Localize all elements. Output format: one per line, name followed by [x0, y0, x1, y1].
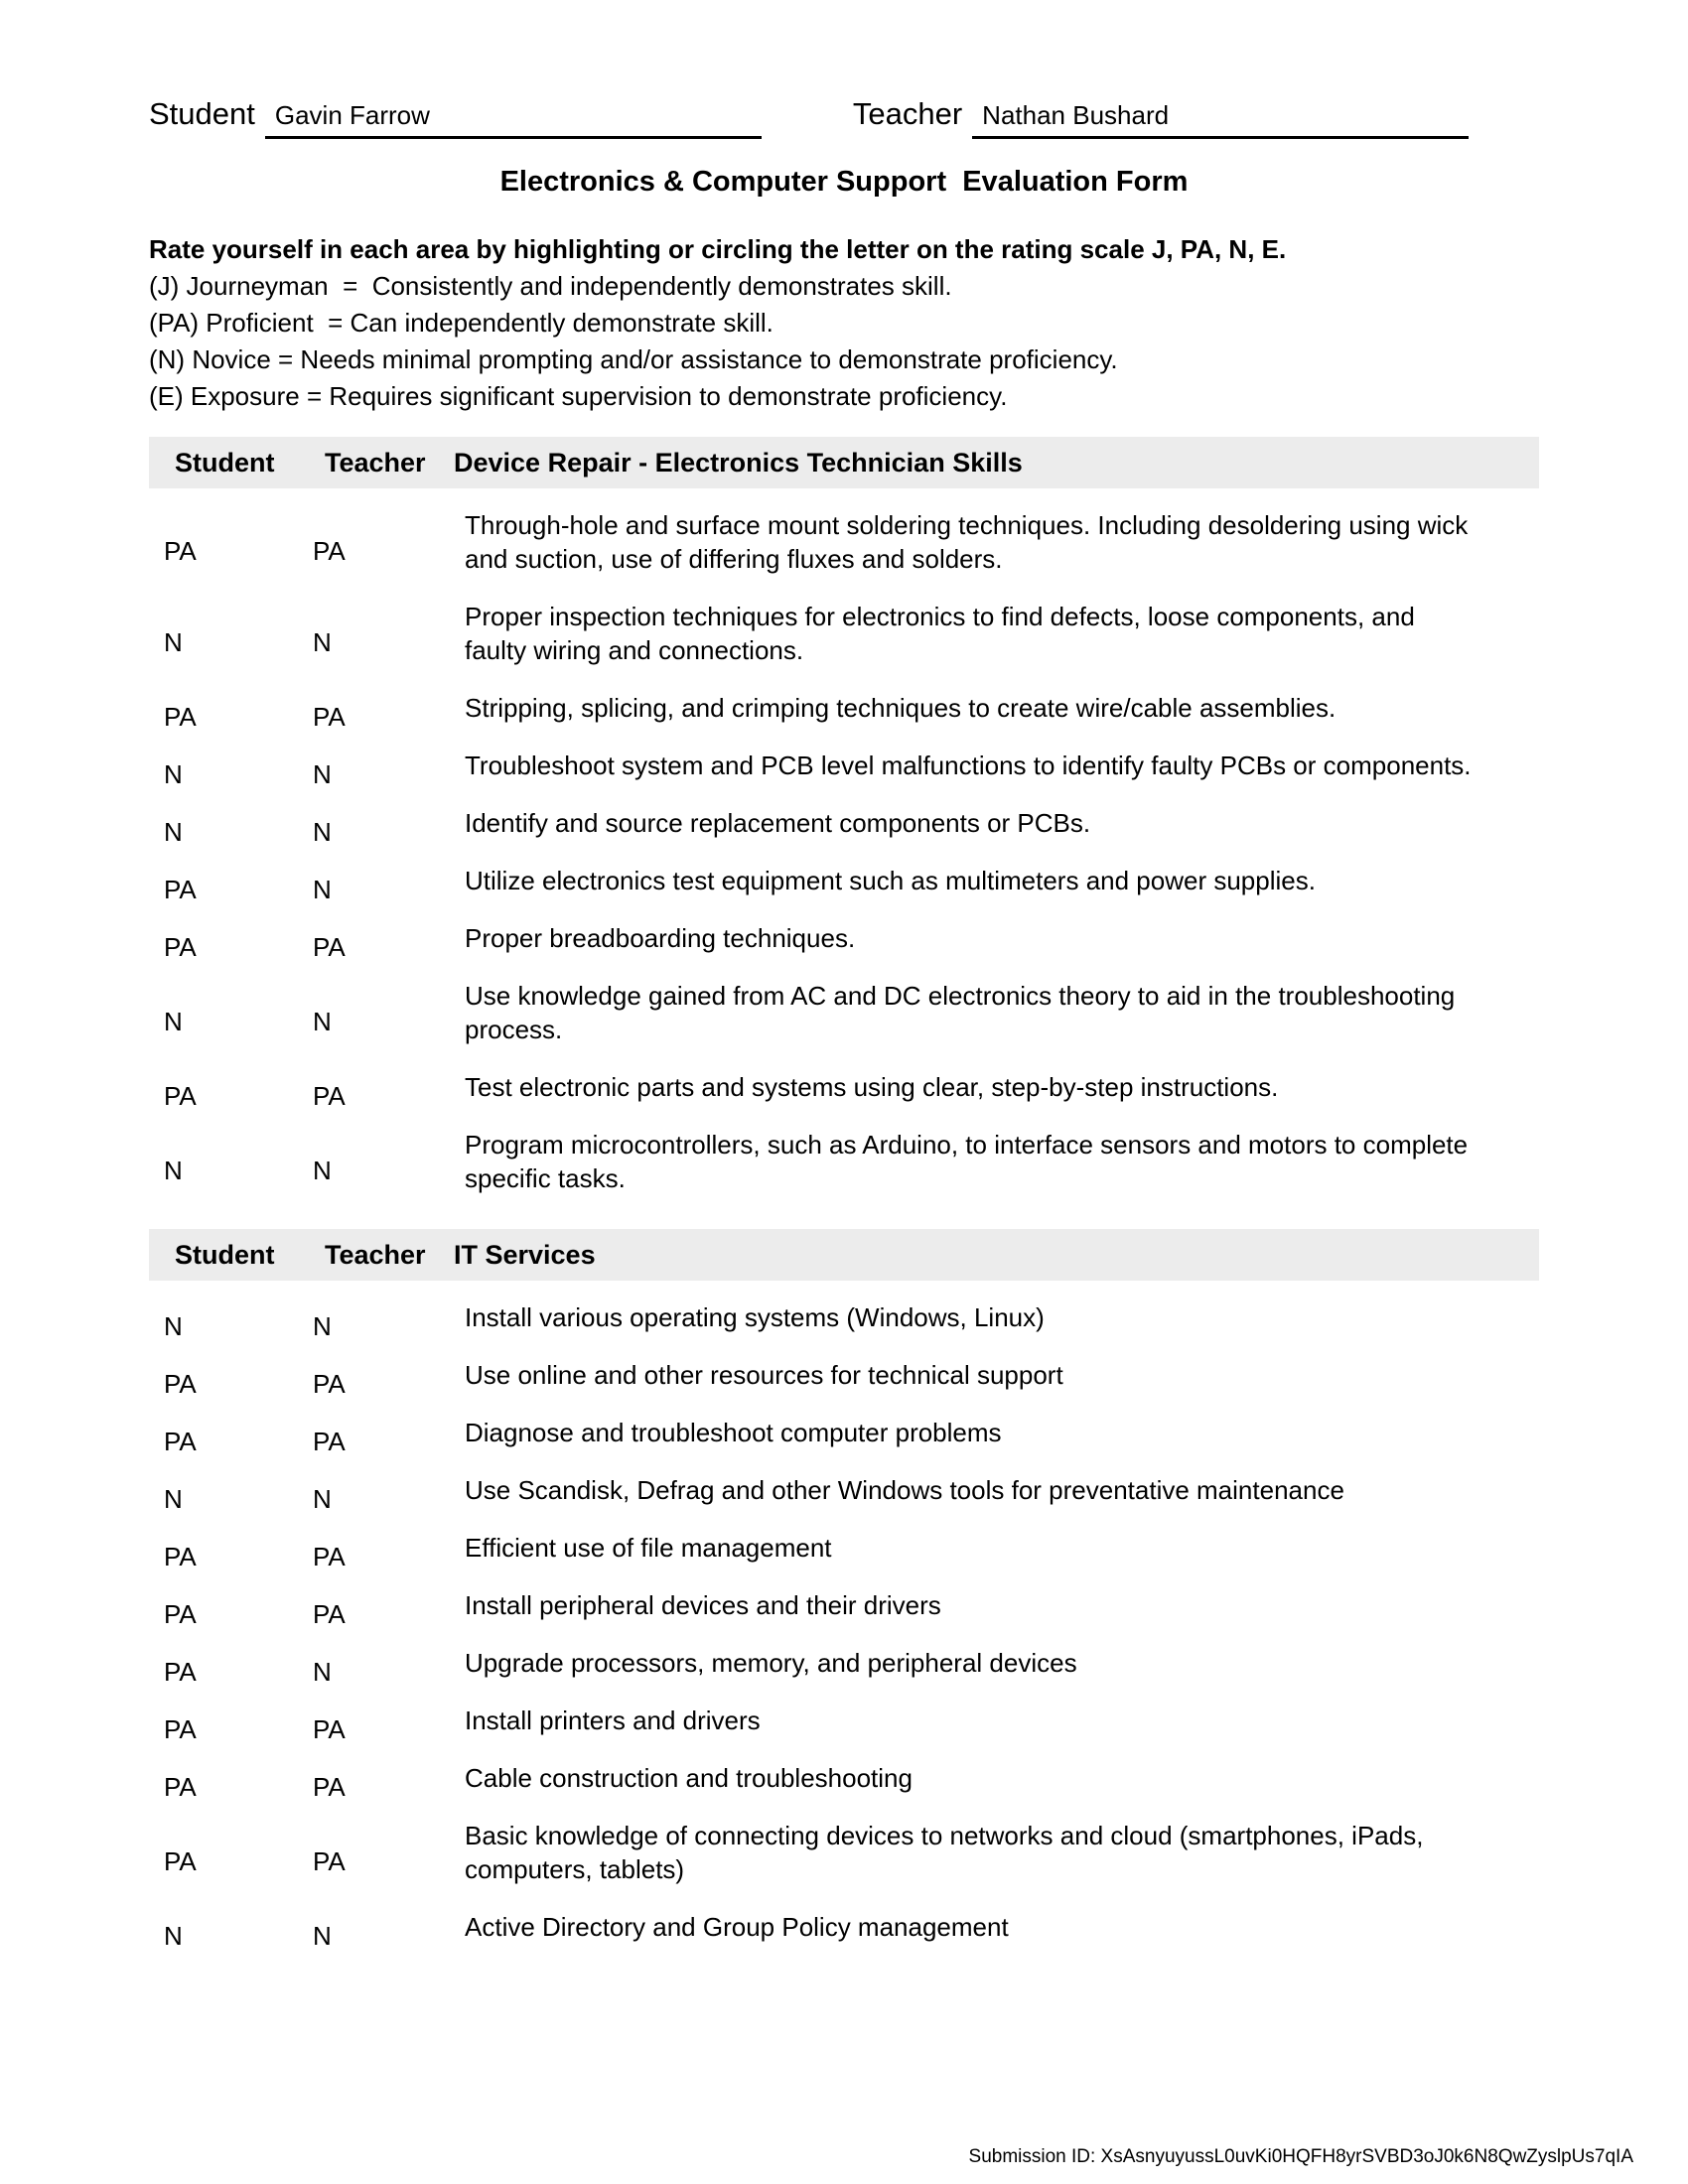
student-rating: PA: [164, 932, 197, 962]
table-it-services: [149, 1229, 1539, 1956]
skill-description: Identify and source replacement components or PCBs.: [465, 808, 1091, 838]
teacher-rating: N: [313, 875, 332, 904]
skill-description: Use online and other resources for technical support: [465, 1360, 1063, 1390]
student-rating: N: [164, 1311, 183, 1341]
skill-row: [149, 1058, 1539, 1116]
student-rating: PA: [164, 1369, 197, 1399]
student-rating: PA: [164, 1772, 197, 1802]
teacher-rating: N: [313, 1156, 332, 1185]
teacher-rating: N: [313, 627, 332, 657]
skill-description: Diagnose and troubleshoot computer problems: [465, 1418, 1002, 1447]
student-rating: PA: [164, 536, 197, 566]
table-body-device-repair: [149, 488, 1539, 1207]
teacher-rating: PA: [313, 1427, 346, 1456]
teacher-rating: N: [313, 1311, 332, 1341]
skill-description: Troubleshoot system and PCB level malfunctions to identify faulty PCBs or components.: [465, 751, 1472, 780]
student-rating: PA: [164, 1427, 197, 1456]
teacher-label: Teacher: [852, 96, 963, 131]
teacher-rating: N: [313, 1484, 332, 1514]
student-rating: N: [164, 1007, 183, 1036]
form-title: Electronics & Computer Support Evaluation Form: [499, 166, 1189, 198]
teacher-rating: PA: [313, 1081, 346, 1111]
skill-row: [149, 737, 1539, 794]
teacher-rating: N: [313, 817, 332, 847]
skill-description: Cable construction and troubleshooting: [465, 1763, 913, 1793]
student-rating: PA: [164, 875, 197, 904]
skill-description: Active Directory and Group Policy management: [465, 1912, 1009, 1942]
skill-row: [149, 794, 1539, 852]
student-field: [149, 97, 762, 139]
table-device-repair: [149, 437, 1539, 1207]
student-rating: N: [164, 1156, 183, 1185]
skill-row: [149, 1289, 1539, 1346]
skill-description: Utilize electronics test equipment such as multimeters and power supplies.: [465, 866, 1316, 895]
teacher-rating: N: [313, 1921, 332, 1951]
column-header-teacher: Teacher: [325, 1239, 426, 1270]
teacher-rating: PA: [313, 702, 346, 732]
teacher-field: [853, 97, 1469, 139]
skill-row: [149, 679, 1539, 737]
student-name: Gavin Farrow: [265, 100, 762, 139]
rating-instructions-intro: Rate yourself in each area by highlighting or circling the letter on the rating scale J, PA, N, E.: [149, 234, 1287, 264]
skill-row: [149, 1519, 1539, 1576]
skill-row: [149, 852, 1539, 909]
skill-row: [149, 496, 1539, 588]
name-row: [149, 97, 1539, 139]
skill-row: [149, 1116, 1539, 1207]
column-header-student: Student: [175, 1239, 275, 1270]
skill-description: Test electronic parts and systems using clear, step-by-step instructions.: [465, 1072, 1279, 1102]
rating-level-novice: (N) Novice = Needs minimal prompting and/or assistance to demonstrate proficiency.: [149, 344, 1118, 374]
student-rating: PA: [164, 1081, 197, 1111]
skill-row: [149, 909, 1539, 967]
skill-description: Use knowledge gained from AC and DC electronics theory to aid in the troubleshooting process.: [465, 981, 1456, 1044]
table-body-it-services: [149, 1281, 1539, 1956]
skill-row: [149, 1346, 1539, 1404]
skill-row: [149, 1461, 1539, 1519]
student-rating: N: [164, 1921, 183, 1951]
teacher-name: Nathan Bushard: [972, 100, 1469, 139]
skill-description: Upgrade processors, memory, and peripheral devices: [465, 1648, 1077, 1678]
teacher-rating: PA: [313, 932, 346, 962]
teacher-rating: PA: [313, 1714, 346, 1744]
skill-description: Install various operating systems (Windows, Linux): [465, 1302, 1045, 1332]
student-rating: PA: [164, 1599, 197, 1629]
skill-description: Program microcontrollers, such as Arduino, to interface sensors and motors to complete specific tasks.: [465, 1130, 1469, 1193]
student-rating: PA: [164, 702, 197, 732]
skill-description: Install printers and drivers: [465, 1706, 761, 1735]
teacher-rating: PA: [313, 1542, 346, 1571]
table-header-device-repair: [149, 437, 1539, 488]
section-title: IT Services: [454, 1239, 596, 1270]
teacher-rating: PA: [313, 1369, 346, 1399]
teacher-rating: N: [313, 759, 332, 789]
student-rating: N: [164, 1484, 183, 1514]
student-label: Student: [149, 96, 255, 131]
student-rating: PA: [164, 1846, 197, 1876]
skill-row: [149, 1634, 1539, 1692]
student-rating: N: [164, 627, 183, 657]
rating-instructions: [149, 231, 1539, 415]
skill-row: [149, 1692, 1539, 1749]
submission-id: Submission ID: XsAsnyuyussL0uvKi0HQFH8yrSVBD3oJ0k6N8QwZyslpUs7qIA: [968, 2146, 1633, 2167]
rating-level-proficient: (PA) Proficient = Can independently demonstrate skill.: [149, 308, 774, 338]
skill-description: Through-hole and surface mount soldering techniques. Including desoldering using wick and suction, use of differing fluxes and solders.: [465, 510, 1469, 574]
skill-row: [149, 588, 1539, 679]
teacher-rating: PA: [313, 1772, 346, 1802]
section-title: Device Repair - Electronics Technician Skills: [454, 447, 1023, 478]
table-header-it-services: [149, 1229, 1539, 1281]
skill-description: Proper breadboarding techniques.: [465, 923, 856, 953]
student-rating: PA: [164, 1714, 197, 1744]
skill-row: [149, 1404, 1539, 1461]
student-rating: N: [164, 759, 183, 789]
rating-level-journeyman: (J) Journeyman = Consistently and independently demonstrates skill.: [149, 271, 952, 301]
student-rating: N: [164, 817, 183, 847]
teacher-rating: PA: [313, 1599, 346, 1629]
skill-row: [149, 967, 1539, 1058]
teacher-rating: N: [313, 1657, 332, 1687]
rating-level-exposure: (E) Exposure = Requires significant supervision to demonstrate proficiency.: [149, 381, 1008, 411]
teacher-rating: PA: [313, 1846, 346, 1876]
skill-description: Stripping, splicing, and crimping techniques to create wire/cable assemblies.: [465, 693, 1336, 723]
student-rating: PA: [164, 1657, 197, 1687]
column-header-student: Student: [175, 447, 275, 478]
column-header-teacher: Teacher: [325, 447, 426, 478]
skill-description: Efficient use of file management: [465, 1533, 832, 1563]
skill-description: Install peripheral devices and their drivers: [465, 1590, 941, 1620]
skill-description: Proper inspection techniques for electronics to find defects, loose components, and faulty wiring and connections.: [465, 602, 1415, 665]
skill-row: [149, 1749, 1539, 1807]
student-rating: PA: [164, 1542, 197, 1571]
skill-row: [149, 1576, 1539, 1634]
skill-row: [149, 1898, 1539, 1956]
skill-description: Use Scandisk, Defrag and other Windows tools for preventative maintenance: [465, 1475, 1344, 1505]
teacher-rating: N: [313, 1007, 332, 1036]
skill-row: [149, 1807, 1539, 1898]
skill-description: Basic knowledge of connecting devices to networks and cloud (smartphones, iPads, computers, tablets): [465, 1821, 1424, 1884]
teacher-rating: PA: [313, 536, 346, 566]
